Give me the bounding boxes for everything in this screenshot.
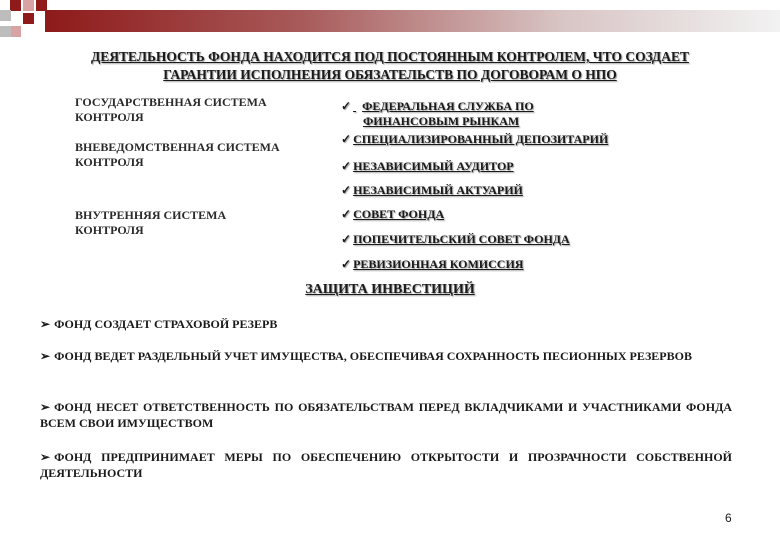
- controller-item: [341, 159, 514, 174]
- control-system-label: ГОСУДАРСТВЕННАЯ СИСТЕМА: [75, 95, 267, 109]
- control-system-label: КОНТРОЛЯ: [75, 223, 144, 237]
- controller-label: РЕВИЗИОННАЯ КОМИССИЯ: [353, 257, 524, 271]
- controller-label: СОВЕТ ФОНДА: [353, 207, 445, 221]
- section-title: ЗАЩИТА ИНВЕСТИЦИЙ: [305, 282, 475, 297]
- controller-item: [341, 257, 523, 272]
- decor-square: [23, 0, 34, 11]
- control-system-state: [75, 95, 267, 125]
- controller-label: ПОПЕЧИТЕЛЬСКИЙ СОВЕТ ФОНДА: [353, 232, 570, 246]
- measure-text: ФОНД НЕСЕТ ОТВЕТСТВЕННОСТЬ ПО ОБЯЗАТЕЛЬСТВАМ ПЕРЕД ВКЛАДЧИКАМИ И УЧАСТНИКАМИ ФОНДА ВСЕМ СВОИ ИМУЩЕСТВОМ: [40, 400, 732, 430]
- measure-item: [40, 449, 732, 481]
- controller-label: ФЕДЕРАЛЬНАЯ СЛУЖБА ПО: [362, 99, 534, 113]
- page-number: 6: [725, 511, 732, 525]
- controller-label: НЕЗАВИСИМЫЙ АУДИТОР: [353, 159, 514, 173]
- controller-item: [341, 207, 444, 222]
- controller-label: ФИНАНСОВЫМ РЫНКАМ: [363, 114, 520, 128]
- controller-item: [341, 132, 608, 147]
- control-system-label: ВНЕВЕДОМСТВЕННАЯ СИСТЕМА: [75, 140, 280, 154]
- controller-label: НЕЗАВИСИМЫЙ АКТУАРИЙ: [353, 183, 523, 197]
- control-system-label: ВНУТРЕННЯЯ СИСТЕМА: [75, 208, 227, 222]
- controller-label: СПЕЦИАЛИЗИРОВАННЫЙ ДЕПОЗИТАРИЙ: [353, 132, 609, 146]
- control-system-label: КОНТРОЛЯ: [75, 155, 144, 169]
- controller-item: [341, 99, 534, 129]
- control-system-internal: [75, 208, 226, 238]
- title-line: ГАРАНТИИ ИСПОЛНЕНИЯ ОБЯЗАТЕЛЬСТВ ПО ДОГОВОРАМ О НПО: [163, 67, 617, 82]
- measure-text: ФОНД ПРЕДПРИНИМАЕТ МЕРЫ ПО ОБЕСПЕЧЕНИЮ ОТКРЫТОСТИ И ПРОЗРАЧНОСТИ СОБСТВЕННОЙ ДЕЯТЕЛЬНОСТИ: [40, 450, 732, 480]
- arrow-icon: ➢: [40, 450, 51, 464]
- decor-square: [0, 10, 11, 21]
- measure-item: [40, 316, 732, 332]
- check-icon: ✓: [341, 159, 352, 173]
- control-system-external: [75, 140, 280, 170]
- controller-item: [341, 183, 523, 198]
- control-system-label: КОНТРОЛЯ: [75, 110, 144, 124]
- measure-item: [40, 399, 732, 431]
- arrow-icon: ➢: [40, 349, 51, 363]
- check-icon: ✓: [341, 99, 352, 113]
- header-bar: [45, 10, 780, 32]
- check-icon: ✓: [341, 183, 352, 197]
- check-icon: ✓: [341, 207, 352, 221]
- measure-item: [40, 348, 732, 364]
- slide-title: [20, 48, 760, 84]
- check-icon: ✓: [341, 132, 352, 146]
- check-icon: ✓: [341, 257, 352, 271]
- decor-square: [10, 0, 21, 11]
- measure-text: ФОНД СОЗДАЕТ СТРАХОВОЙ РЕЗЕРВ: [54, 317, 278, 331]
- controller-item: [341, 232, 570, 247]
- decor-square: [0, 26, 11, 37]
- arrow-icon: ➢: [40, 400, 51, 414]
- arrow-icon: ➢: [40, 317, 51, 331]
- measure-text: ФОНД ВЕДЕТ РАЗДЕЛЬНЫЙ УЧЕТ ИМУЩЕСТВА, ОБЕСПЕЧИВАЯ СОХРАННОСТЬ ПЕСИОННЫХ РЕЗЕРВОВ: [54, 349, 692, 363]
- decor-square: [10, 26, 21, 37]
- title-line: ДЕЯТЕЛЬНОСТЬ ФОНДА НАХОДИТСЯ ПОД ПОСТОЯННЫМ КОНТРОЛЕМ, ЧТО СОЗДАЕТ: [91, 49, 689, 64]
- check-icon: ✓: [341, 232, 352, 246]
- decor-square: [23, 13, 34, 24]
